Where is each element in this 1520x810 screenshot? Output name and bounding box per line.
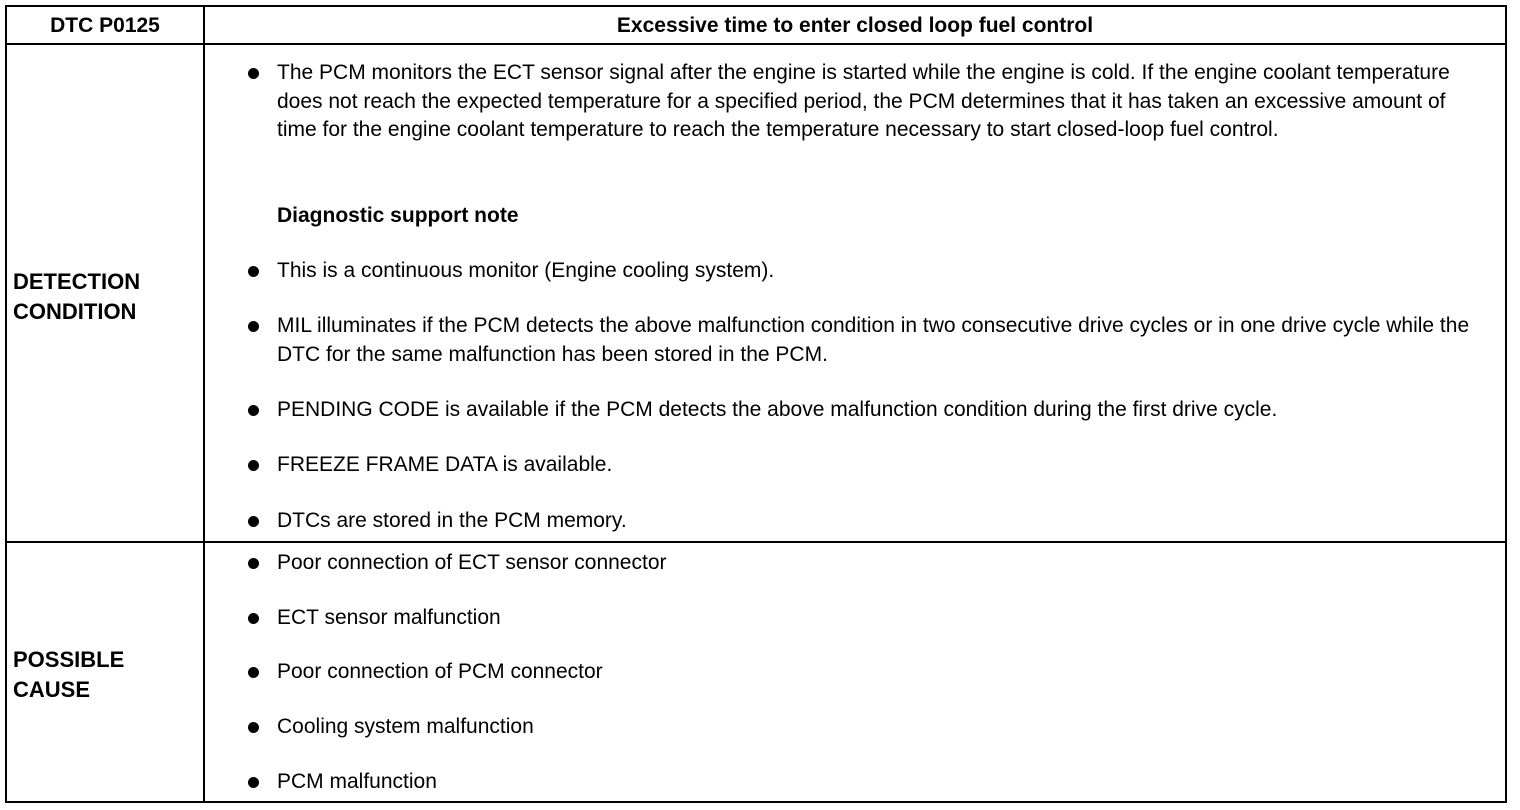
possible-cause-item: ECT sensor malfunction: [248, 604, 1488, 633]
detection-note-item: MIL illuminates if the PCM detects the above malfunction condition in two consecutive drive cycles or in one drive cycle while the DTC for the same malfunction has been stored in the PCM.: [248, 312, 1488, 369]
bullet-icon: [248, 722, 259, 733]
possible-cause-label: POSSIBLE CAUSE: [13, 647, 125, 702]
bullet-icon: [248, 68, 259, 79]
bullet-icon: [248, 516, 259, 527]
detection-intro: The PCM monitors the ECT sensor signal after the engine is started while the engine is cold. If the engine coolant temperature does not reach the expected temperature for a specified period, the PCM determines that it has taken an excessive amount of time for the engine coolant temperature to reach the temperature necessary to start closed-loop fuel control.: [248, 59, 1488, 145]
detection-note-item: DTCs are stored in the PCM memory.: [248, 507, 1488, 536]
dtc-title: Excessive time to enter closed loop fuel control: [616, 14, 1094, 37]
bullet-icon: [248, 460, 259, 471]
bullet-icon: [248, 613, 259, 624]
column-divider: [203, 7, 205, 801]
bullet-icon: [248, 321, 259, 332]
possible-cause-item: Cooling system malfunction: [248, 713, 1488, 742]
header-divider: [7, 43, 1505, 45]
detection-note-item: PENDING CODE is available if the PCM detects the above malfunction condition during the first drive cycle.: [248, 396, 1488, 425]
bullet-icon: [248, 777, 259, 788]
possible-cause-item: Poor connection of PCM connector: [248, 658, 1488, 687]
detection-condition-label: DETECTION CONDITION: [13, 269, 141, 324]
possible-cause-item: PCM malfunction: [248, 768, 1488, 797]
row-divider: [7, 541, 1505, 543]
diagnostic-note-heading: Diagnostic support note: [277, 204, 519, 227]
bullet-icon: [248, 266, 259, 277]
bullet-icon: [248, 558, 259, 569]
bullet-icon: [248, 405, 259, 416]
possible-cause-item: Poor connection of ECT sensor connector: [248, 549, 1488, 578]
dtc-code: DTC P0125: [50, 14, 160, 37]
detection-note-item: This is a continuous monitor (Engine cooling system).: [248, 257, 1488, 286]
bullet-icon: [248, 667, 259, 678]
detection-note-item: FREEZE FRAME DATA is available.: [248, 451, 1488, 480]
